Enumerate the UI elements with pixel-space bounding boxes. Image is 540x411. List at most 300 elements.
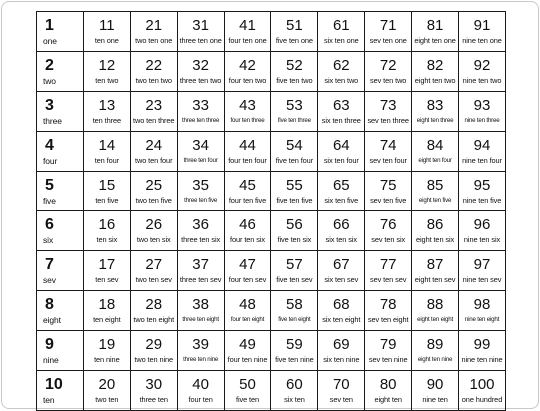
number-cell: [177, 331, 224, 371]
number-word: four ten eight: [230, 316, 265, 324]
number-cell-content: [37, 297, 83, 330]
number-word: ten four: [94, 155, 119, 165]
number-value: 51: [286, 17, 303, 34]
number-cell-content: [365, 58, 411, 91]
number-value: 21: [145, 17, 163, 34]
number-cell-content: [412, 217, 458, 250]
number-word: sev: [43, 275, 56, 286]
number-value: 40: [192, 376, 209, 394]
number-cell: [412, 171, 459, 211]
number-cell: [412, 51, 459, 91]
number-cell-content: [365, 297, 411, 330]
number-cell-content: [37, 58, 83, 91]
number-cell-content: [84, 18, 130, 51]
number-value: 79: [379, 336, 397, 354]
number-cell-content: [459, 297, 505, 330]
number-cell: [83, 211, 130, 251]
number-cell: [177, 171, 224, 211]
number-value: 10: [45, 376, 63, 394]
number-cell-content: [84, 58, 130, 91]
number-word: sev ten one: [369, 36, 407, 45]
number-cell-content: [131, 58, 177, 91]
number-value: 33: [192, 96, 209, 114]
number-word: three ten five: [184, 196, 218, 204]
number-cell: [224, 251, 271, 291]
number-cell-content: [271, 257, 317, 290]
number-word: three ten two: [179, 75, 222, 85]
number-word: five ten nine: [275, 355, 314, 365]
hundred-chart-body: [37, 12, 506, 411]
number-cell-content: [271, 58, 317, 91]
number-value: 4: [45, 136, 54, 154]
number-cell-content: [318, 217, 364, 250]
number-word: ten one: [94, 36, 119, 45]
number-value: 23: [145, 96, 163, 114]
number-cell: [271, 211, 318, 251]
number-cell: [365, 12, 412, 52]
number-value: 67: [332, 256, 350, 274]
number-cell: [177, 12, 224, 52]
number-cell-content: [412, 138, 458, 171]
number-word: two ten nine: [134, 355, 174, 365]
number-word: sev ten nine: [368, 355, 408, 365]
number-cell-content: [84, 337, 130, 370]
number-cell-content: [365, 337, 411, 370]
number-value: 57: [286, 256, 303, 274]
number-cell: [412, 91, 459, 131]
number-cell-content: [318, 377, 364, 410]
number-value: 73: [379, 96, 397, 114]
number-word: one: [43, 36, 57, 46]
number-word: four ten six: [230, 235, 265, 245]
number-cell: [412, 371, 459, 411]
number-cell-content: [365, 217, 411, 250]
number-cell: [224, 331, 271, 371]
number-value: 36: [192, 216, 209, 234]
number-cell: [318, 211, 365, 251]
number-value: 28: [145, 296, 163, 314]
number-cell: [271, 131, 318, 171]
number-cell-content: [365, 98, 411, 131]
number-cell-content: [178, 138, 224, 171]
number-value: 39: [192, 336, 209, 354]
number-value: 43: [239, 96, 256, 114]
number-value: 59: [286, 336, 303, 354]
number-cell-content: [37, 18, 83, 51]
number-word: six ten six: [325, 235, 357, 245]
number-cell-content: [225, 337, 271, 370]
number-cell: [271, 171, 318, 211]
chart-row: [37, 291, 506, 331]
number-cell-content: [271, 98, 317, 131]
number-cell-content: [459, 138, 505, 171]
number-cell: [177, 131, 224, 171]
number-cell: [83, 291, 130, 331]
number-cell: [318, 131, 365, 171]
number-cell-content: [225, 178, 271, 211]
number-cell: [318, 171, 365, 211]
number-word: six ten eight: [322, 315, 361, 325]
number-cell-content: [225, 257, 271, 290]
number-value: 68: [332, 296, 350, 314]
number-value: 60: [286, 376, 303, 394]
number-cell: [318, 331, 365, 371]
number-cell: [130, 291, 177, 331]
number-cell-content: [365, 178, 411, 211]
number-word: two ten two: [135, 75, 172, 85]
number-cell: [37, 171, 84, 211]
number-word: nine ten six: [463, 235, 501, 245]
number-word: two ten sev: [135, 275, 172, 285]
number-cell-content: [225, 98, 271, 131]
number-cell-content: [131, 257, 177, 290]
number-value: 62: [332, 56, 350, 74]
number-cell-content: [225, 18, 271, 51]
number-value: 13: [98, 96, 116, 114]
number-cell: [271, 251, 318, 291]
number-cell: [412, 211, 459, 251]
number-word: one hundred: [461, 395, 503, 405]
number-value: 52: [286, 56, 303, 74]
number-cell: [83, 131, 130, 171]
number-value: 91: [473, 17, 491, 34]
number-word: four: [43, 155, 58, 166]
number-word: five ten five: [276, 195, 313, 205]
number-value: 74: [379, 136, 397, 154]
number-cell: [224, 131, 271, 171]
number-cell: [130, 331, 177, 371]
number-word: two ten six: [136, 235, 171, 245]
number-word: eight ten sev: [414, 275, 456, 285]
number-value: 34: [192, 136, 209, 154]
number-cell-content: [271, 178, 317, 211]
number-cell: [177, 251, 224, 291]
number-word: five ten four: [275, 155, 314, 165]
number-word: five ten sev: [276, 275, 313, 285]
number-cell: [83, 331, 130, 371]
number-value: 55: [286, 176, 303, 194]
number-word: sev ten four: [369, 155, 407, 165]
number-cell-content: [37, 257, 83, 290]
number-cell-content: [318, 18, 364, 51]
number-cell-content: [131, 98, 177, 131]
number-cell-content: [37, 337, 83, 370]
number-word: eight ten five: [418, 196, 452, 204]
number-cell-content: [412, 18, 458, 51]
number-cell: [318, 51, 365, 91]
number-word: sev ten three: [367, 115, 409, 125]
number-cell-content: [84, 377, 130, 410]
number-word: five ten one: [275, 36, 313, 45]
number-cell: [37, 131, 84, 171]
number-word: six ten two: [324, 75, 359, 85]
number-cell-content: [131, 138, 177, 171]
number-word: ten two: [95, 75, 119, 85]
number-cell: [130, 251, 177, 291]
number-cell: [37, 331, 84, 371]
number-word: ten eight: [93, 315, 121, 325]
number-value: 29: [145, 336, 163, 354]
number-cell: [271, 91, 318, 131]
number-value: 65: [332, 176, 350, 194]
chart-row: [37, 331, 506, 371]
number-value: 1: [45, 17, 54, 34]
number-value: 27: [145, 256, 163, 274]
number-value: 5: [45, 176, 54, 194]
number-value: 3: [45, 96, 54, 114]
number-cell: [130, 371, 177, 411]
number-cell: [37, 211, 84, 251]
number-cell-content: [178, 58, 224, 91]
number-cell: [365, 51, 412, 91]
number-word: eight ten six: [416, 235, 455, 245]
number-cell-content: [37, 377, 83, 410]
number-cell: [177, 291, 224, 331]
number-cell-content: [225, 297, 271, 330]
number-cell-content: [37, 98, 83, 131]
number-value: 61: [332, 17, 350, 34]
number-cell-content: [271, 18, 317, 51]
number-value: 48: [239, 296, 256, 314]
number-word: eight ten two: [414, 75, 456, 85]
chart-row: [37, 171, 506, 211]
number-cell: [412, 131, 459, 171]
number-value: 37: [192, 256, 209, 274]
chart-row: [37, 51, 506, 91]
number-cell: [224, 12, 271, 52]
number-word: ten sev: [95, 275, 119, 285]
number-cell-content: [37, 178, 83, 211]
number-value: 14: [98, 136, 116, 154]
chart-row: [37, 371, 506, 411]
number-value: 95: [473, 176, 491, 194]
number-cell-content: [131, 337, 177, 370]
number-word: nine ten two: [462, 75, 502, 85]
number-word: nine ten sev: [462, 275, 502, 285]
number-word: two ten eight: [133, 315, 175, 325]
number-cell-content: [459, 337, 505, 370]
number-word: nine ten five: [462, 195, 502, 205]
number-value: 90: [426, 376, 444, 394]
number-word: six ten one: [323, 36, 359, 45]
number-cell-content: [178, 178, 224, 211]
number-word: three ten six: [181, 235, 221, 245]
number-word: three ten four: [183, 156, 218, 164]
number-cell-content: [225, 138, 271, 171]
number-cell: [459, 331, 506, 371]
number-word: two ten four: [135, 155, 173, 165]
number-cell: [459, 371, 506, 411]
number-word: six ten: [284, 395, 305, 405]
number-cell-content: [412, 297, 458, 330]
number-value: 16: [98, 216, 116, 234]
number-cell: [37, 291, 84, 331]
number-word: ten three: [92, 115, 121, 125]
chart-row: [37, 131, 506, 171]
number-word: eight ten: [374, 395, 402, 405]
number-cell: [83, 171, 130, 211]
number-cell-content: [365, 18, 411, 51]
number-cell: [365, 211, 412, 251]
number-cell-content: [365, 377, 411, 410]
number-value: 26: [145, 216, 163, 234]
number-word: nine ten eight: [464, 316, 500, 324]
number-word: eight: [43, 315, 61, 326]
number-cell: [83, 51, 130, 91]
number-cell: [130, 171, 177, 211]
number-word: three ten one: [179, 36, 222, 45]
number-cell-content: [412, 58, 458, 91]
number-value: 9: [45, 336, 54, 354]
number-value: 78: [379, 296, 397, 314]
number-cell-content: [459, 18, 505, 51]
number-cell: [412, 331, 459, 371]
number-cell: [318, 371, 365, 411]
number-cell-content: [271, 217, 317, 250]
number-cell: [459, 91, 506, 131]
number-word: six ten sev: [324, 275, 359, 285]
number-cell: [83, 91, 130, 131]
number-word: ten five: [95, 195, 119, 205]
number-cell-content: [318, 58, 364, 91]
number-cell-content: [318, 98, 364, 131]
number-word: four ten one: [228, 36, 267, 45]
number-word: three ten nine: [183, 356, 219, 364]
number-value: 53: [286, 96, 303, 114]
number-value: 25: [145, 176, 163, 194]
number-value: 94: [473, 136, 491, 154]
number-value: 19: [98, 336, 116, 354]
number-value: 42: [239, 56, 256, 74]
number-word: five ten two: [276, 75, 313, 85]
number-cell-content: [178, 377, 224, 410]
number-value: 89: [426, 336, 444, 354]
number-cell: [130, 91, 177, 131]
number-cell-content: [412, 257, 458, 290]
number-cell: [224, 291, 271, 331]
number-cell: [271, 51, 318, 91]
number-word: four ten sev: [228, 275, 267, 285]
number-cell: [177, 51, 224, 91]
number-cell-content: [412, 337, 458, 370]
number-word: nine ten: [422, 395, 448, 405]
number-value: 75: [379, 176, 397, 194]
number-cell-content: [131, 18, 177, 51]
number-word: five ten three: [277, 116, 311, 124]
number-word: ten six: [96, 235, 118, 245]
number-cell-content: [459, 377, 505, 410]
number-word: four ten two: [228, 75, 267, 85]
number-value: 66: [332, 216, 350, 234]
worksheet-page: [1, 1, 539, 409]
number-cell: [459, 51, 506, 91]
number-cell: [412, 12, 459, 52]
number-word: eight ten four: [418, 156, 452, 164]
number-cell-content: [84, 178, 130, 211]
number-word: two ten: [95, 395, 119, 405]
number-cell: [318, 291, 365, 331]
number-value: 88: [426, 296, 444, 314]
number-cell-content: [131, 217, 177, 250]
number-cell: [177, 91, 224, 131]
number-value: 83: [426, 96, 444, 114]
number-word: ten nine: [94, 355, 120, 365]
number-cell: [271, 291, 318, 331]
number-value: 64: [332, 136, 350, 154]
number-word: four ten: [188, 395, 213, 405]
number-word: six: [43, 235, 54, 246]
chart-row: [37, 12, 506, 52]
number-cell: [365, 331, 412, 371]
number-cell-content: [412, 178, 458, 211]
number-word: eight ten three: [416, 116, 454, 124]
number-value: 76: [379, 216, 397, 234]
number-cell: [459, 131, 506, 171]
number-word: six ten three: [321, 115, 361, 125]
number-value: 87: [426, 256, 444, 274]
number-cell-content: [459, 98, 505, 131]
number-cell-content: [225, 377, 271, 410]
number-cell-content: [459, 257, 505, 290]
number-value: 22: [145, 56, 163, 74]
number-value: 41: [239, 17, 256, 34]
number-value: 32: [192, 56, 209, 74]
number-cell-content: [84, 257, 130, 290]
number-cell: [37, 51, 84, 91]
number-cell-content: [84, 98, 130, 131]
number-value: 47: [239, 256, 256, 274]
number-cell-content: [37, 138, 83, 171]
number-cell: [365, 171, 412, 211]
number-cell-content: [318, 257, 364, 290]
number-value: 49: [239, 336, 256, 354]
number-word: five: [43, 195, 56, 206]
number-word: eight ten nine: [417, 356, 453, 364]
number-word: nine ten three: [464, 116, 500, 124]
number-cell-content: [178, 297, 224, 330]
number-cell: [365, 291, 412, 331]
number-cell-content: [459, 217, 505, 250]
number-value: 2: [45, 56, 54, 74]
number-value: 50: [239, 376, 256, 394]
number-value: 58: [286, 296, 303, 314]
number-word: two ten one: [135, 36, 173, 45]
number-cell-content: [178, 257, 224, 290]
number-cell: [271, 371, 318, 411]
number-cell-content: [318, 337, 364, 370]
number-cell-content: [271, 297, 317, 330]
number-value: 11: [99, 17, 115, 34]
number-cell-content: [459, 58, 505, 91]
number-cell: [83, 12, 130, 52]
number-value: 70: [332, 376, 350, 394]
number-cell: [177, 371, 224, 411]
number-word: five ten eight: [278, 316, 311, 324]
number-word: three ten eight: [182, 316, 219, 324]
number-value: 46: [239, 216, 256, 234]
number-value: 86: [426, 216, 444, 234]
number-word: eight ten one: [414, 36, 456, 45]
number-value: 6: [45, 216, 54, 234]
number-value: 56: [286, 216, 303, 234]
number-cell-content: [318, 138, 364, 171]
number-cell: [224, 371, 271, 411]
number-value: 80: [379, 376, 397, 394]
number-word: eight ten eight: [417, 316, 453, 324]
number-value: 31: [192, 17, 209, 34]
number-value: 85: [426, 176, 444, 194]
number-word: nine: [43, 355, 59, 366]
